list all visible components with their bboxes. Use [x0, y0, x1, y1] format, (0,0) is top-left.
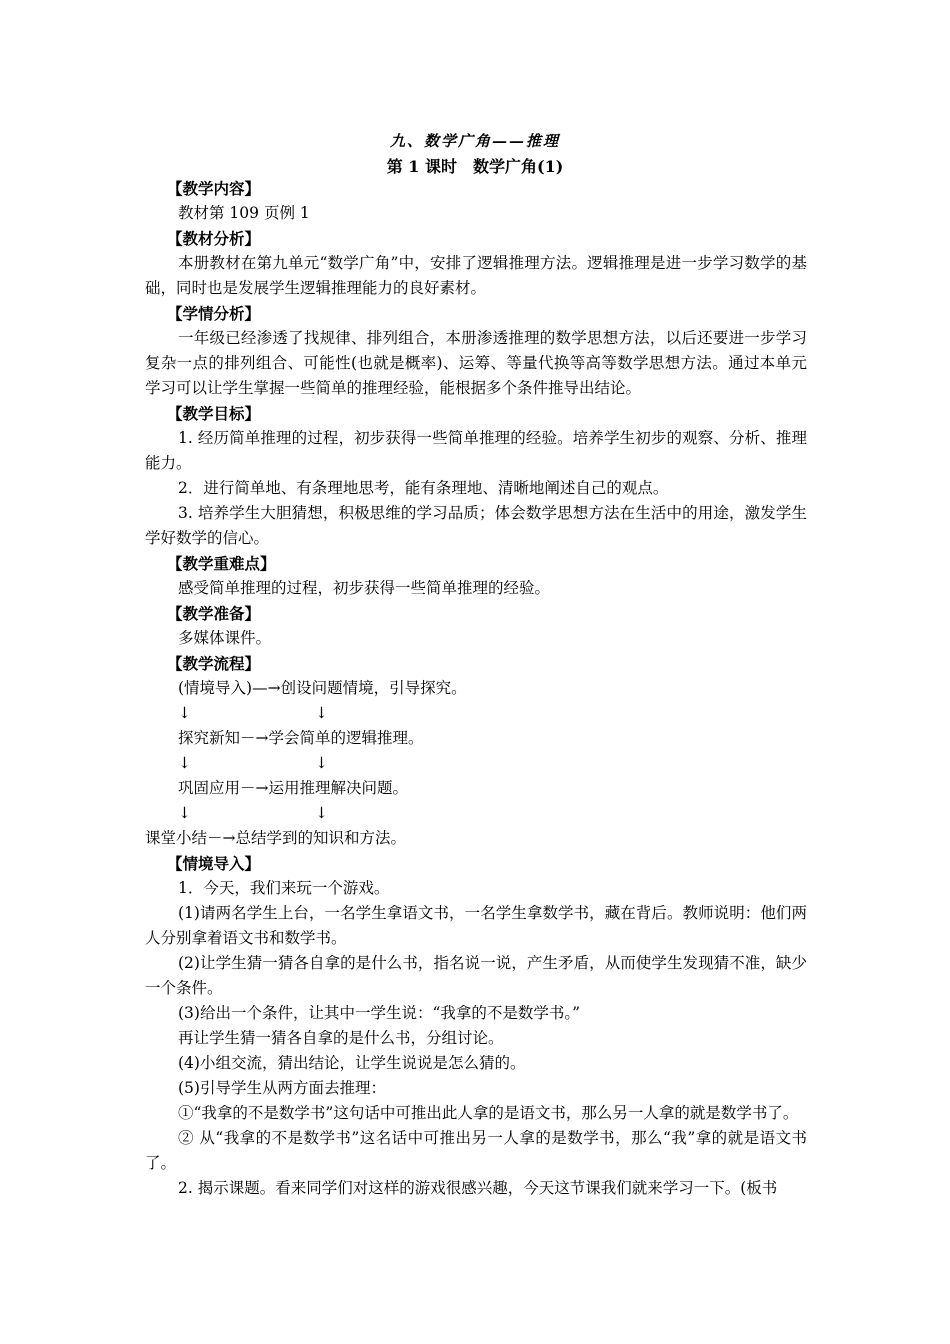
section-heading-content: 【教学内容】 — [167, 179, 261, 198]
down-arrow-icon: ↓ — [178, 804, 191, 822]
section-heading-analysis: 【教材分析】 — [167, 229, 261, 248]
intro-paragraph: (2)让学生猜一猜各自拿的是什么书，指名说一说，产生矛盾，从而使学生发现猜不准，缺少一个条件。 — [145, 954, 807, 997]
intro-paragraph: 2. 揭示课题。看来同学们对这样的游戏很感兴趣，今天这节课我们就来学习一下。(板书 — [178, 1179, 778, 1197]
section-heading-goals: 【教学目标】 — [167, 404, 261, 423]
flow-arrows — [145, 751, 807, 776]
intro-paragraph: 再让学生猜一猜各自拿的是什么书，分组讨论。 — [178, 1029, 504, 1047]
flow-step: 探究新知－→学会简单的逻辑推理。 — [178, 729, 424, 747]
down-arrow-icon: ↓ — [315, 704, 328, 722]
down-arrow-icon: ↓ — [178, 754, 191, 772]
lesson-title: 第 1 课时 数学广角(1) — [386, 157, 564, 176]
section-heading-intro: 【情境导入】 — [167, 854, 261, 873]
flow-arrows — [145, 701, 807, 726]
students-text: 一年级已经渗透了找规律、排列组合，本册渗透推理的数学思想方法，以后还要进一步学习复杂一点的排列组合、可能性(也就是概率)、运筹、等量代换等高等数学思想方法。通过本单元学习可以让学生掌握一些简单的推理经验，能根据多个条件推导出结论。 — [145, 329, 807, 397]
content-text: 教材第 109 页例 1 — [178, 204, 310, 222]
flow-arrows — [145, 801, 807, 826]
section-heading-prep: 【教学准备】 — [167, 604, 261, 623]
down-arrow-icon: ↓ — [178, 704, 191, 722]
intro-paragraph: (4)小组交流，猜出结论，让学生说说是怎么猜的。 — [178, 1054, 526, 1072]
flow-step: (情境导入)—→创设问题情境，引导探究。 — [178, 679, 467, 697]
document-body — [145, 176, 807, 1201]
keypoints-text: 感受简单推理的过程，初步获得一些简单推理的经验。 — [178, 579, 551, 597]
section-heading-keypoints: 【教学重难点】 — [167, 554, 276, 573]
chapter-title: 九、数学广角——推理 — [389, 132, 560, 150]
intro-paragraph: 1．今天，我们来玩一个游戏。 — [178, 879, 390, 897]
goal-item: 2．进行简单地、有条理地思考，能有条理地、清晰地阐述自己的观点。 — [178, 479, 669, 497]
intro-paragraph: (3)给出一个条件，让其中一学生说：“我拿的不是数学书。” — [178, 1004, 581, 1022]
section-heading-flow: 【教学流程】 — [167, 654, 261, 673]
intro-paragraph: ② 从“我拿的不是数学书”这名话中可推出另一人拿的是数学书，那么“我”拿的就是语文书了。 — [145, 1129, 807, 1172]
section-heading-students: 【学情分析】 — [167, 304, 261, 323]
flow-step: 巩固应用－→运用推理解决问题。 — [178, 779, 408, 797]
goal-item: 1. 经历简单推理的过程，初步获得一些简单推理的经验。培养学生初步的观察、分析、推理能力。 — [145, 429, 807, 472]
intro-paragraph: ①“我拿的不是数学书”这句话中可推出此人拿的是语文书，那么另一人拿的就是数学书了。 — [178, 1104, 799, 1122]
down-arrow-icon: ↓ — [315, 804, 328, 822]
goal-item: 3. 培养学生大胆猜想，积极思维的学习品质；体会数学思想方法在生活中的用途，激发学生学好数学的信心。 — [145, 504, 807, 547]
analysis-text: 本册教材在第九单元“数学广角”中，安排了逻辑推理方法。逻辑推理是进一步学习数学的基础，同时也是发展学生逻辑推理能力的良好素材。 — [145, 254, 807, 297]
down-arrow-icon: ↓ — [315, 754, 328, 772]
intro-paragraph: (1)请两名学生上台，一名学生拿语文书，一名学生拿数学书，藏在背后。教师说明：他们两人分别拿着语文书和数学书。 — [145, 904, 807, 947]
intro-paragraph: (5)引导学生从两方面去推理： — [178, 1079, 386, 1097]
flow-step: 课堂小结－→总结学到的知识和方法。 — [145, 829, 406, 847]
prep-text: 多媒体课件。 — [178, 629, 272, 647]
